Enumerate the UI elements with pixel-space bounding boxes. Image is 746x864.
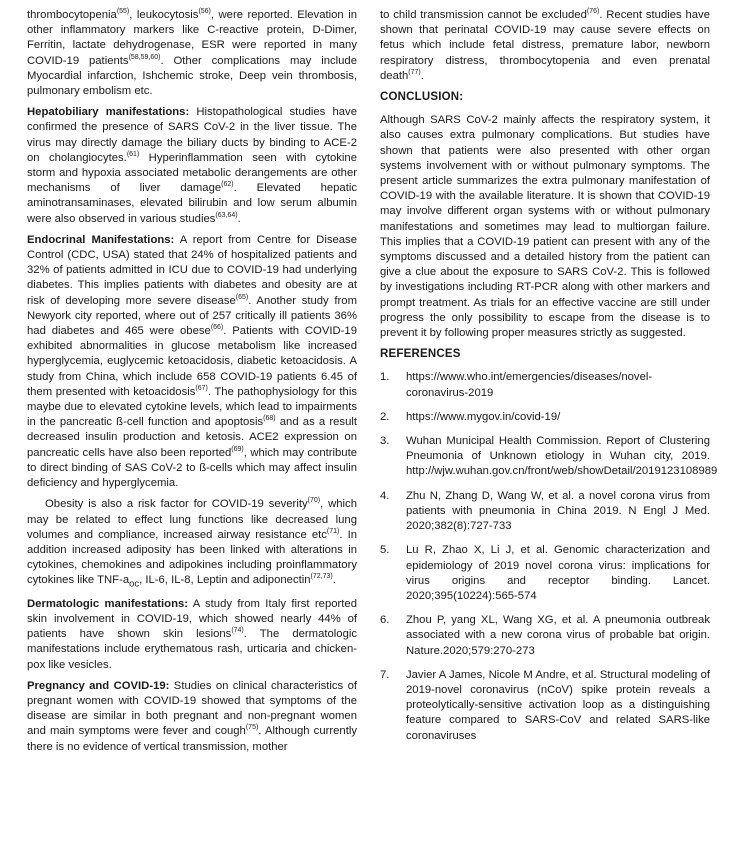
paragraph-dermatologic: Dermatologic manifestations: A study from Italy first reported skin involvement in COVID-19, which showed nearly 44% of patients have shown skin lesions$^{(74)}$. The dermatologic manifestations include erythematous rash, urticaria and chicken-pox like vesicles.: [27, 597, 358, 671]
paragraph-obesity: Obesity is also a risk factor for COVID-19 severity$^{(70)}$, which may be related to effect lung functions like decreased lung volumes and compliance, increased airway resistance etc$^{(71)}$. In addition increased adiposity has been linked with alterations in cytokines, chemokines and adipokines including proinflammatory cytokines like TNF-$a_{oc}$, IL-6, IL-8, Leptin and adiponectin$^{(72,73)}$.: [27, 497, 357, 589]
citation: (56): [198, 8, 211, 16]
conclusion-paragraph: Although SARS CoV-2 mainly affects the respiratory system, it also causes extra pulmonary complications. But studies have shown that patients were also presented with other organ systems involvement with or without pulmonary symptoms. The present article summarizes the extra pulmonary manifestation of COVID-19 with the available literature. It is shown that COVID-19 may involve different organ systems with or without pulmonary manifestations and sometimes may lead to multiorgan failure. This implies that a COVID-19 patient can present with any of the symptoms discussed and a detailed history from the patient can give a clue about the exposure to SARS CoV-2. This is followed by investigations including RT-PCR along with other markers and prompt treatment. As trials for an effective vaccine are still under progress the only possibility to escape from the disease is to prevent it by following proper measures strictly as suggested.: [380, 114, 710, 340]
paragraph-pregnancy-continued: to child transmission cannot be excluded$^{(76)}$. Recent studies have shown that perinatal COVID-19 may cause severe effects on fetus which include fetal distress, premature labor, newborn respiratory distress, thrombocytopenia and even prenatal death$^{(77)}$.: [380, 8, 710, 82]
citation: (55): [116, 8, 130, 16]
citation: (66): [210, 324, 224, 332]
citation: (74): [231, 627, 244, 635]
reference-number: 7.: [380, 668, 390, 681]
reference-number: 5.: [380, 544, 390, 557]
conclusion-heading: CONCLUSION:: [380, 91, 464, 104]
reference-text: https://www.who.int/emergencies/diseases/novel-coronavirus-2019: [406, 371, 653, 399]
citation: (62): [221, 181, 234, 189]
citation: (67): [195, 385, 208, 393]
citation: (65): [235, 293, 249, 301]
section-heading-pregnancy: Pregnancy and COVID-19:: [27, 679, 170, 692]
reference-item: [380, 410, 710, 425]
reference-number: 2.: [380, 410, 390, 423]
citation: (72,73): [310, 573, 333, 581]
citation: (76): [586, 8, 600, 16]
citation: (58,59,60): [128, 53, 161, 61]
citation: (68): [263, 415, 276, 423]
reference-number: 4.: [380, 489, 390, 502]
paragraph-pregnancy: Pregnancy and COVID-19: Studies on clinical characteristics of pregnant women with COVID-19 showed that symptoms of the disease are similar in both pregnant and non-pregnant women and main symptoms were fever and cough$^{(75)}$. Although currently there is no evidence of vertical transmission, mother: [27, 679, 357, 753]
reference-item: [380, 613, 710, 659]
citation: (69): [231, 445, 244, 453]
reference-item: [380, 489, 710, 535]
reference-text: Lu R, Zhao X, Li J, et al. Genomic characterization and epidemiology of 2019 novel corona virus: implications for virus origins and receptor binding. Lancet. 2020;395(10224):565-574: [406, 544, 710, 602]
reference-list: [380, 370, 718, 743]
citation: (63,64): [215, 211, 238, 219]
section-heading-hepatobiliary: Hepatobiliary manifestations:: [27, 106, 190, 119]
reference-item: [380, 543, 710, 604]
paragraph-inflammatory-markers: thrombocytopenia$^{(55)}$, leukocytosis$^{(56)}$, were reported. Elevation in other inflammatory markers like C-reactive protein, D-Dimer, Ferritin, lactate dehydrogenase, ESR were reported in many COVID-19 patients$^{(58,59,60)}$. Other complications may include Myocardial infarction, Ishchemic stroke, Deep vein thrombosis, pulmonary embolism etc.: [27, 8, 357, 98]
left-column: [27, 8, 357, 761]
reference-text: Wuhan Municipal Health Commission. Report of Clustering Pneumonia of Unknown etiology in Wuhan city, 2019. http://wjw.wuhan.gov.cn/front/web/showDetail/2019123108989: [406, 435, 718, 478]
paragraph-hepatobiliary: Hepatobiliary manifestations: Histopathological studies have confirmed the presence of SARS CoV-2 in the liver tissue. The virus may directly damage the biliary ducts by binding to ACE-2 on cholangiocytes.$^{(61)}$ Hyperinflammation seen with cytokine storm and hypoxia associated metabolic derangements are other mechanisms of liver damage$^{(62)}$. Elevated hepatic aminotransaminases, elevated bilirubin and low serum albumin were also observed in various studies$^{(63,64)}$.: [27, 106, 358, 225]
reference-number: 1.: [380, 371, 390, 384]
paragraph-endocrinal: Endocrinal Manifestations: A report from Centre for Disease Control (CDC, USA) stated that 24% of hospitalized patients and 32% of patients admitted in ICU due to COVID-19 had underlying diabetes. This implies patients with diabetes and obesity are at risk of developing more severe disease$^{(65)}$. Another study from Newyork city reported, where out of 257 critically ill patients 36% had diabetes and 465 were obese$^{(66)}$. Patients with COVID-19 exhibited abnormalities in glucose metabolism like increased hyperglycemia, euglycemic ketoacidosis, diabetic ketoacidosis. A study from China, which include 658 COVID-19 patients 6.45 of them presented with ketoacidosis$^{(67)}$. The pathophysiology for this maybe due to elevated cytokine levels, which lead to impairments in the pancreatic ß-cell function and apoptosis$^{(68)}$ and as a result decreased insulin production and ketosis. ACE2 expression on pancreatic cells have also been reported$^{(69)}$, which may contribute to direct binding of SAS CoV-2 to ß-cells which may affect insulin deficiency and hyperglycemia.: [27, 233, 358, 490]
citation: (75): [245, 724, 259, 732]
reference-text: Zhu N, Zhang D, Wang W, et al. a novel corona virus from patients with pneumonia in China 2019. N Engl J Med. 2020;382(8):727-733: [406, 489, 710, 533]
reference-number: 6.: [380, 614, 390, 627]
reference-item: [380, 434, 718, 480]
reference-text: Javier A James, Nicole M Andre, et al. Structural modeling of 2019-novel coronavirus (nCoV) spike protein reveals a proteolytically-sensitive activation loop as a distinguishing feature compared to SARS-CoV and related SARS-like coronaviruses: [406, 668, 710, 742]
section-heading-endocrinal: Endocrinal Manifestations:: [27, 233, 175, 246]
section-heading-dermatologic: Dermatologic manifestations:: [27, 597, 189, 610]
reference-item: [380, 370, 710, 400]
reference-number: 3.: [380, 435, 390, 448]
reference-item: [380, 668, 710, 744]
reference-text: Zhou P, yang XL, Wang XG, et al. A pneumonia outbreak associated with a new corona virus of probable bat origin. Nature.2020;579:270-273: [406, 614, 710, 657]
subscript: oc: [129, 577, 140, 589]
right-column: [380, 8, 718, 753]
citation: (61): [126, 151, 140, 159]
citation: (71): [326, 527, 340, 535]
reference-text: https://www.mygov.in/covid-19/: [406, 410, 561, 423]
citation: (70): [307, 497, 321, 505]
citation: (77): [408, 69, 421, 77]
references-heading: REFERENCES: [380, 348, 461, 361]
